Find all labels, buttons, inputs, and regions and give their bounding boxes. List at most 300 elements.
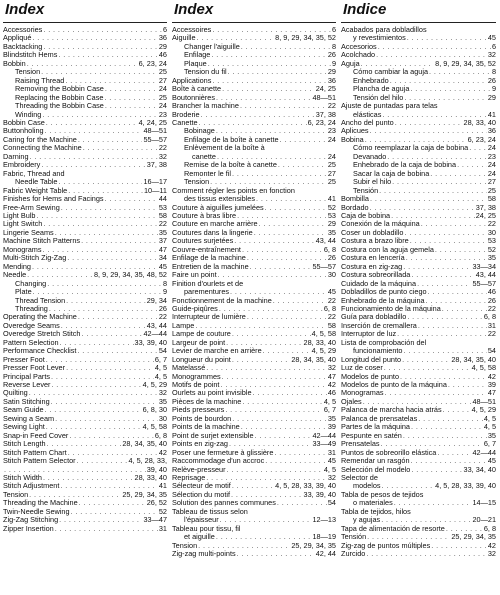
dot-leader [67,254,158,262]
entry-page-number: 8 [331,41,336,51]
entry-label: Performance Checklist [3,346,77,356]
entry-label: Connecting the Machine [3,143,82,153]
entry-label: Needle [3,270,27,280]
column-title: Index [5,1,45,18]
entry-label: Enhebrado [353,75,389,85]
entry-label: Enfilage de la machine [172,253,246,263]
entry-page-number: 46 [487,287,496,297]
entry-page-number: 45 [158,261,167,271]
entry-label: Accessoires [172,25,212,34]
entry-label: Ojales [341,396,362,406]
entry-page-number: 29 [327,67,336,77]
entry-page-number: 22 [158,312,167,322]
entry-label: Bobbin [3,58,26,68]
entry-label: Satin Stitching [3,396,50,406]
entry-page-number: 48—51 [312,92,336,102]
entry-page-number: 28, 34, 35, 40 [451,354,496,364]
index-entry: Fabric, Thread and [3,168,65,178]
entry-page-number: 42 [158,447,167,457]
entry-label: Motifs de point [172,380,220,390]
entry-label: Coutures dans la lingerie [172,227,253,237]
dot-leader [211,51,327,59]
dot-leader [206,364,327,372]
entry-label: Zig-Zag Stitching [3,515,59,525]
entry-page-number: 6 [331,25,336,34]
entry-label: Overedge Stretch Stitch [3,329,81,339]
entry-page-number: 8, 9, 29, 34, 35, 52 [275,33,336,43]
dot-leader [411,271,474,279]
entry-page-number: 31 [158,523,167,533]
entry-page-number: 24 [487,168,496,178]
entry-page-number: 27 [158,75,167,85]
entry-label: Relève-presseur [172,464,226,474]
dot-leader [36,212,157,220]
entry-page-number: 28, 34, 35, 40 [122,439,167,449]
entry-page-number: 24 [487,143,496,153]
dot-leader [240,102,327,110]
entry-page-number: 31 [487,320,496,330]
entry-page-number: 24, 25 [315,84,336,94]
entry-page-number: 42—44 [312,430,336,440]
entry-label: Matelassé [172,363,206,373]
entry-label: funcionamiento [353,346,403,356]
entry-page-number: 42—44 [143,329,167,339]
entry-page-number: 37, 38 [315,109,336,119]
entry-page-number: 4, 5, 29 [311,346,336,356]
entry-label: Costura con la aguja gemela [341,244,434,254]
dot-leader [237,550,315,558]
entry-label: Points en zig-zag [172,439,228,449]
entry-label: Costura en zig-zag [341,261,403,271]
entry-page-number: 25 [158,92,167,102]
dot-leader [402,356,450,364]
entry-page-number: 26, 52 [146,498,167,508]
index-entry: Lista de comprobación del [341,337,427,347]
entry-label: Plate [15,287,32,297]
entry-label: Bobinage [184,126,215,136]
entry-label: Fabric Weight Table [3,185,68,195]
entry-page-number: 9 [491,84,496,94]
entry-label: Pièces de la machine [172,396,242,406]
entry-label: Threading the Machine [3,498,78,508]
entry-page-number: 25, 29, 34, 35 [291,540,336,550]
entry-label: Longueur du point [172,354,231,364]
entry-label: Dobladillos de punto ciego [341,287,427,297]
entry-page-number: 54 [158,346,167,356]
entry-label: Couture à bras libre [172,210,237,220]
entry-label: Zig-zag multi-points [172,549,236,559]
index-entry [172,550,336,558]
entry-page-number: 6 [491,41,496,51]
entry-page-number: 29 [487,92,496,102]
dot-leader [228,68,327,76]
dot-leader [411,423,483,431]
entry-page-number: 8 [162,278,167,288]
entry-label: Points de la machine [172,422,240,432]
entry-label: Couture en marche arrière [172,219,258,229]
entry-label: Brancher la machine [172,101,239,111]
entry-label: Reprisage [172,473,206,483]
dot-leader [27,60,138,68]
entry-label: Changer l'aiguille [184,41,240,51]
dot-leader [43,220,158,228]
dot-leader [47,280,162,288]
entry-label: modelos [353,481,381,491]
entry-label: Enfilage [184,50,211,60]
entry-page-number: 26 [487,75,496,85]
dot-leader [442,305,487,313]
entry-page-number: 26 [327,253,336,263]
entry-page-number: 28, 33, 40 [134,473,167,483]
dot-leader [431,542,487,550]
entry-label: Thread Tension [15,295,66,305]
dot-leader [232,415,327,423]
entry-page-number: 58 [327,320,336,330]
entry-label: Tensión [341,532,367,542]
entry-page-number: 39, 40 [146,464,167,474]
entry-page-number: 48—51 [472,396,496,406]
entry-label: Operating the Machine [3,312,77,322]
entry-label: Seam Guide [3,405,44,415]
entry-page-number: 6, 8 [483,312,496,322]
entry-label: Embroidery [3,160,41,170]
entry-page-number: 25 [158,67,167,77]
entry-label: Sewing Light [3,422,45,432]
dot-leader [58,178,142,186]
index-entry: Tabla de pesos de tejidos [341,489,424,499]
dot-leader [403,432,487,440]
entry-page-number: 30 [327,270,336,280]
index-entry: Enlèvement de la boîte à [184,143,265,153]
entry-page-number: 4, 5, 58 [142,422,167,432]
entry-label: Costura en lencería [341,253,405,263]
entry-label: Costura a brazo libre [341,236,409,246]
entry-label: Puntos de sobreorillo elástica [341,447,437,457]
dot-leader [411,466,462,474]
index-list [3,26,167,533]
entry-label: Enhebrado de la caja de bobina [353,160,457,170]
entry-page-number: 52 [487,244,496,254]
title-divider [3,22,167,23]
entry-page-number: 33, 39, 40 [134,337,167,347]
entry-page-number: 4, 5 [483,413,496,423]
entry-label: Presser Foot Lever [3,363,66,373]
entry-page-number: 4, 5, 28, 33, 39, 40 [275,481,336,491]
entry-label: Ancho del punto [341,117,394,127]
entry-page-number: 10—11 [144,185,167,195]
entry-page-number: 6, 7 [154,354,167,364]
dot-leader [212,77,327,85]
entry-page-number: 12—13 [312,515,336,525]
dot-leader [407,313,483,321]
entry-page-number: 22 [327,101,336,111]
index-entry: Acabados para dobladillos [341,25,427,34]
dot-leader [392,178,487,186]
dot-leader [225,406,323,414]
entry-page-number: 26 [487,295,496,305]
dot-leader [273,297,327,305]
entry-page-number: 25, 29, 34, 35 [451,532,496,542]
entry-page-number: 24 [327,134,336,144]
entry-page-number: 54 [327,498,336,508]
entry-label: Stitch Width [3,473,42,483]
entry-page-number: 20—21 [472,515,496,525]
dot-leader [83,144,158,152]
entry-label: Backtacking [3,41,43,51]
entry-page-number: 35 [327,413,336,423]
entry-page-number: 52 [158,506,167,516]
dot-leader [437,449,471,457]
entry-page-number: 48—51 [143,126,167,136]
entry-label: Zig-zag de puntos múltiples [341,540,431,550]
dot-leader [404,229,486,237]
entry-page-number: 46 [327,388,336,398]
entry-page-number: 28, 34, 35, 40 [291,354,336,364]
entry-label: Free-Arm Sewing [3,202,60,212]
index-entry [341,550,496,558]
index-column-french [172,0,336,559]
dot-leader [428,288,487,296]
entry-label: Aiguille [172,33,196,43]
entry-label: Bobbin Case [3,117,45,127]
entry-page-number: 28, 33, 40 [303,337,336,347]
entry-label: Zipper Insertion [3,523,54,533]
entry-page-number: 32 [327,363,336,373]
entry-label: Tensión del hilo [353,92,404,102]
entry-label: Appliqué [3,33,32,43]
entry-page-number: 45 [487,456,496,466]
title-divider [341,22,496,23]
entry-label: Applications [172,75,212,85]
entry-page-number: 30 [158,413,167,423]
entry-label: Monogrammes [172,371,221,381]
entry-page-number: 6, 7 [483,439,496,449]
dot-leader [457,161,487,169]
dot-leader [43,43,158,51]
dot-leader [232,170,327,178]
entry-label: Modelos de punto [341,371,400,381]
title-divider [172,22,336,23]
entry-page-number: 37 [158,236,167,246]
entry-label: Guía para dobladillo [341,312,407,322]
dot-leader [247,313,327,321]
dot-leader [61,204,158,212]
dot-leader [232,330,311,338]
dot-leader [242,246,323,254]
entry-page-number: 4, 5, 58 [311,329,336,339]
entry-page-number: 22 [327,312,336,322]
entry-page-number: 29 [327,219,336,229]
entry-label: Presser Foot [3,354,45,364]
entry-page-number: 4, 5 [483,422,496,432]
dot-leader [105,195,158,203]
dot-leader [250,263,312,271]
entry-label: Guide-piqûres [172,303,218,313]
entry-page-number: 35 [487,253,496,263]
dot-leader [366,550,487,558]
dot-leader [429,68,491,76]
entry-label: Threading [15,303,48,313]
entry-page-number: 22 [487,329,496,339]
entry-label: Removing the Bobbin Case [15,84,104,94]
entry-label: Twin-Needle Sewing [3,506,70,516]
entry-page-number: 43, 44 [315,236,336,246]
entry-label: Overedge Seams [3,320,60,330]
dot-leader [222,373,327,381]
entry-label: Remonter le fil [184,168,232,178]
entry-page-number: 52 [327,202,336,212]
entry-label: Raising Thread [15,75,65,85]
dot-leader [77,347,157,355]
entry-page-number: 4, 5, 28, 33, [128,456,167,466]
entry-page-number: 4, 5, 58 [471,363,496,373]
entry-page-number: 25 [327,177,336,187]
dot-leader [265,457,327,465]
entry-page-number: 22 [158,143,167,153]
entry-page-number: 29, 34 [146,295,167,305]
entry-page-number: 45 [327,456,336,466]
dot-leader [242,398,322,406]
entry-label: Bobina [341,134,364,144]
entry-label: Faire un point [172,270,217,280]
entry-page-number: 26 [327,50,336,60]
entry-page-number: 6 [162,25,167,34]
entry-page-number: 55—57 [143,134,167,144]
entry-label: Cómo cambiar la aguja [353,67,429,77]
entry-page-number: 25 [327,160,336,170]
entry-label: Changing [15,278,47,288]
dot-leader [255,432,312,440]
entry-page-number: 9 [162,287,167,297]
dot-leader [78,136,143,144]
entry-page-number: 33—49 [312,439,336,449]
entry-label: Needle Table [15,177,58,187]
entry-page-number: 33, 39, 40 [303,489,336,499]
entry-page-number: 4, 5 [323,396,336,406]
entry-label: Tension [184,177,210,187]
dot-leader [227,466,323,474]
entry-page-number: 24 [158,84,167,94]
entry-page-number: 9 [331,58,336,68]
dot-leader [418,322,487,330]
dot-leader [256,195,327,203]
entry-label: Poser une fermeture à glissière [172,447,274,457]
entry-label: Pieds presseurs [172,405,225,415]
entry-page-number: 33—47 [143,515,167,525]
dot-leader [280,136,327,144]
entry-label: elásticas [353,109,382,119]
entry-page-number: 27 [487,177,496,187]
entry-label: Lampe de couture [172,329,231,339]
index-entry: Tableau pour tissu, fil [172,523,241,533]
dot-leader [79,499,146,507]
entry-label: Caja de bobina [341,210,391,220]
entry-page-number: 8, 9, 29, 34, 35, 48, 52 [93,270,167,280]
entry-label: Reverse Lever [3,380,51,390]
entry-label: Ourlets au point invisible [172,388,252,398]
dot-leader [77,457,128,465]
entry-label: Snap-in Feed Cover [3,430,69,440]
index-entry [3,457,167,465]
entry-label: Pattern Selection [3,337,59,347]
entry-label: Quilting [3,388,28,398]
entry-page-number: 35 [487,430,496,440]
entry-label: Sélecteur de motif [172,481,231,491]
entry-page-number: 55—57 [472,278,496,288]
dot-leader [234,237,314,245]
entry-label: Principal Parts [3,371,51,381]
dot-leader [410,85,491,93]
entry-label: y agujas [353,515,381,525]
entry-page-number: 39 [327,422,336,432]
entry-page-number: 32 [327,473,336,483]
dot-leader [469,144,487,152]
entry-page-number: 42, 44 [315,549,336,559]
index-entry: Comment régler les points en fonction [172,185,295,195]
dot-leader [274,449,326,457]
entry-page-number: 42 [487,371,496,381]
index-entry: Tableau de tissus selon [172,506,248,516]
entry-page-number: 24 [327,151,336,161]
entry-label: Raccommodage d'un accroc [172,456,265,466]
entry-label: Tension [3,489,29,499]
entry-label: Stitch Pattern Chart [3,447,67,457]
entry-label: y revestimientos [353,33,406,43]
entry-label: Bombilla [341,194,369,204]
entry-label: Bordado [341,202,369,212]
entry-label: Stitch Pattern Selector [3,456,76,466]
dot-leader [265,204,327,212]
dot-leader [259,220,327,228]
dot-leader [418,415,483,423]
index-entry [172,313,336,321]
entry-label: Mending [3,261,31,271]
entry-label: Couture à aiguilles jumelées [172,202,264,212]
entry-page-number: 45 [327,287,336,297]
entry-label: Modelos de punto de la máquina [341,380,447,390]
entry-page-number: 32 [158,151,167,161]
dot-leader [448,381,487,389]
dot-leader [232,356,291,364]
entry-label: Points de bourdon [172,413,232,423]
index-entry: Finition d'ourlets et de [172,278,244,288]
entry-label: Darning [3,151,29,161]
dot-leader [30,153,158,161]
dot-leader [51,381,141,389]
entry-page-number: 14—15 [472,498,496,508]
entry-page-number: 31 [327,447,336,457]
dot-leader [32,34,157,42]
entry-page-number: 24 [158,101,167,111]
entry-page-number: 6, 7 [323,405,336,415]
entry-label: Conexión de la máquina [341,219,420,229]
dot-leader [201,111,315,119]
entry-label: Replacing the Bobbin Case [15,92,104,102]
entry-page-number: 6, 8 [323,303,336,313]
index-list [341,26,496,559]
entry-page-number: 30 [487,227,496,237]
entry-page-number: 42 [487,540,496,550]
entry-label: Caring for the Machine [3,134,77,144]
dot-leader [378,43,491,51]
entry-label: Remise de la boîte à canette [184,160,277,170]
dot-leader [66,297,146,305]
entry-page-number: 4, 5 [323,464,336,474]
entry-label: Prensatelas [341,439,380,449]
entry-label: Tension [172,540,198,550]
entry-page-number: 39 [487,380,496,390]
dot-leader [232,482,274,490]
